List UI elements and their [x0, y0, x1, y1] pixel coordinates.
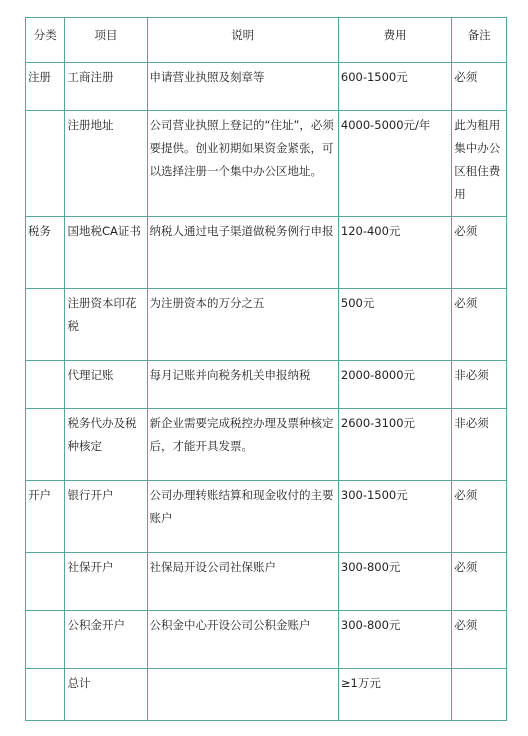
- cell-category: [26, 409, 65, 481]
- table-row: [26, 361, 507, 409]
- table-row: [26, 63, 507, 111]
- table-header-row: [26, 18, 507, 63]
- cell-item: 代理记账: [65, 361, 147, 409]
- cell-fee: 2000-8000元: [338, 361, 451, 409]
- cell-fee: ≥1万元: [338, 669, 451, 721]
- cell-description: [147, 669, 338, 721]
- cell-fee: 600-1500元: [338, 63, 451, 111]
- cell-fee: 120-400元: [338, 217, 451, 289]
- cell-note: 非必须: [452, 409, 507, 481]
- cell-category: [26, 553, 65, 611]
- header-description: 说明: [147, 18, 338, 63]
- cell-item: 注册地址: [65, 111, 147, 217]
- table-row: [26, 217, 507, 289]
- cell-fee: 300-800元: [338, 611, 451, 669]
- cell-description: 纳税人通过电子渠道做税务例行申报: [147, 217, 338, 289]
- cell-item: 国地税CA证书: [65, 217, 147, 289]
- cell-description: 公积金中心开设公司公积金账户: [147, 611, 338, 669]
- cell-category: [26, 611, 65, 669]
- cell-description: 公司营业执照上登记的“住址”，必须要提供。创业初期如果资金紧张，可以选择注册一个集中办公区地址。: [147, 111, 338, 217]
- header-category: 分类: [26, 18, 65, 63]
- cell-fee: 500元: [338, 289, 451, 361]
- cell-description: 新企业需要完成税控办理及票种核定后，才能开具发票。: [147, 409, 338, 481]
- cell-note: 必须: [452, 553, 507, 611]
- cell-item: 公积金开户: [65, 611, 147, 669]
- cell-note: 必须: [452, 63, 507, 111]
- header-item: 项目: [65, 18, 147, 63]
- cell-category: 开户: [26, 481, 65, 553]
- fee-table: [25, 17, 507, 721]
- header-fee: 费用: [338, 18, 451, 63]
- cell-description: 每月记账并向税务机关申报纳税: [147, 361, 338, 409]
- table-row: [26, 289, 507, 361]
- cell-category: [26, 289, 65, 361]
- cell-item: 银行开户: [65, 481, 147, 553]
- cell-category: [26, 361, 65, 409]
- cell-note: 必须: [452, 289, 507, 361]
- cell-note: [452, 669, 507, 721]
- cell-item: 税务代办及税种核定: [65, 409, 147, 481]
- table-row: [26, 481, 507, 553]
- cell-description: 为注册资本的万分之五: [147, 289, 338, 361]
- cell-category: 税务: [26, 217, 65, 289]
- table-row: [26, 611, 507, 669]
- cell-description: 申请营业执照及刻章等: [147, 63, 338, 111]
- cell-description: 公司办理转账结算和现金收付的主要账户: [147, 481, 338, 553]
- cell-item: 社保开户: [65, 553, 147, 611]
- cell-fee: 300-1500元: [338, 481, 451, 553]
- cell-category: [26, 669, 65, 721]
- cell-note: 非必须: [452, 361, 507, 409]
- cell-item: 总计: [65, 669, 147, 721]
- cell-note: 必须: [452, 611, 507, 669]
- cell-item: 工商注册: [65, 63, 147, 111]
- cell-category: [26, 111, 65, 217]
- cell-item: 注册资本印花税: [65, 289, 147, 361]
- header-note: 备注: [452, 18, 507, 63]
- cell-fee: 300-800元: [338, 553, 451, 611]
- table-row-total: [26, 669, 507, 721]
- cell-description: 社保局开设公司社保账户: [147, 553, 338, 611]
- cell-note: 必须: [452, 481, 507, 553]
- cell-note: 必须: [452, 217, 507, 289]
- table-row: [26, 111, 507, 217]
- table-row: [26, 553, 507, 611]
- cell-fee: 4000-5000元/年: [338, 111, 451, 217]
- cell-fee: 2600-3100元: [338, 409, 451, 481]
- cell-category: 注册: [26, 63, 65, 111]
- cell-note: 此为租用集中办公区租住费用: [452, 111, 507, 217]
- table-row: [26, 409, 507, 481]
